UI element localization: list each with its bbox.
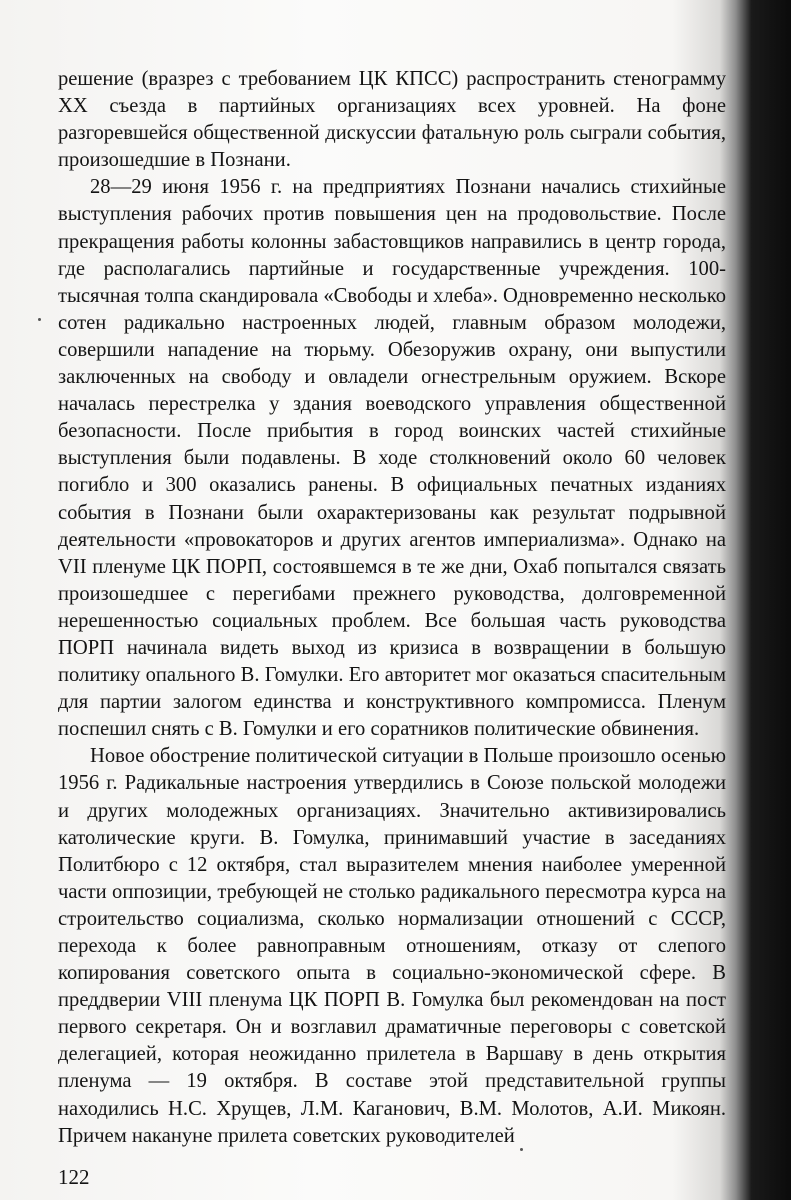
scan-speck (38, 318, 41, 321)
paragraph-continued: решение (вразрез с требованием ЦК КПСС) распространить стенограмму XX съезда в партийных организациях всех уровней. На фоне разгоревшейся общественной дискуссии фатальную роль сыграли события, произошедшие в Познани. (58, 68, 726, 172)
paragraph-autumn-1956: Новое обострение политической ситуации в Польше произошло осенью 1956 г. Радикальные настроения утвердились в Союзе польской молодежи и других молодежных организациях. Значительно активизировались католические круги. В. Гомулка, принимавший участие в заседаниях Политбюро с 12 октября, стал выразителем мнения наиболее умеренной части оппозиции, требующей не столько радикального пересмотра курса на строительство социализма, сколько нормализации отношений с СССР, перехода к более равноправным отношениям, отказу от слепого копирования советского опыта в социально-экономической сфере. В преддверии VIII пленума ЦК ПОРП В. Гомулка был рекомендован на пост первого секретаря. Он и возглавил драматичные переговоры с советской делегацией, которая неожиданно прилетела в Варшаву в день открытия пленума — 19 октября. В составе этой представительной группы находились Н.С. Хрущев, Л.М. Каганович, В.М. Молотов, А.И. Микоян. Причем накануне прилета советских руководителей (58, 745, 726, 1147)
page-number: 122 (58, 1165, 90, 1189)
paragraph-poznan-events: 28—29 июня 1956 г. на предприятиях Познани начались стихийные выступления рабочих против повышения цен на продовольствие. После прекращения работы колонны забастовщиков направились в центр города, где располагались партийные и государственные учреждения. 100-тысячная толпа скандировала «Свободы и хлеба». Одновременно несколько сотен радикально настроенных людей, главным образом молодежи, совершили нападение на тюрьму. Обезоружив охрану, они выпустили заключенных на свободу и овладели огнестрельным оружием. Вскоре началась перестрелка у здания воеводского управления общественной безопасности. После прибытия в город воинских частей стихийные выступления были подавлены. В ходе столкновений около 60 человек погибло и 300 оказались ранены. В официальных печатных изданиях события в Познани были охарактеризованы как результат подрывной деятельности «провокаторов и других агентов империализма». Однако на VII пленуме ЦК ПОРП, состоявшемся в те же дни, Охаб попытался связать произошедшее с перегибами прежнего руководства, долговременной нерешенностью социальных проблем. Все большая часть руководства ПОРП начинала видеть выход из кризиса в возвращении в большую политику опального В. Гомулки. Его авторитет мог оказаться спасительным для партии залогом единства и конструктивного компромисса. Пленум поспешил снять с В. Гомулки и его соратников политические обвинения. (58, 176, 726, 741)
scan-speck (520, 1148, 523, 1151)
body-text (58, 66, 726, 1150)
